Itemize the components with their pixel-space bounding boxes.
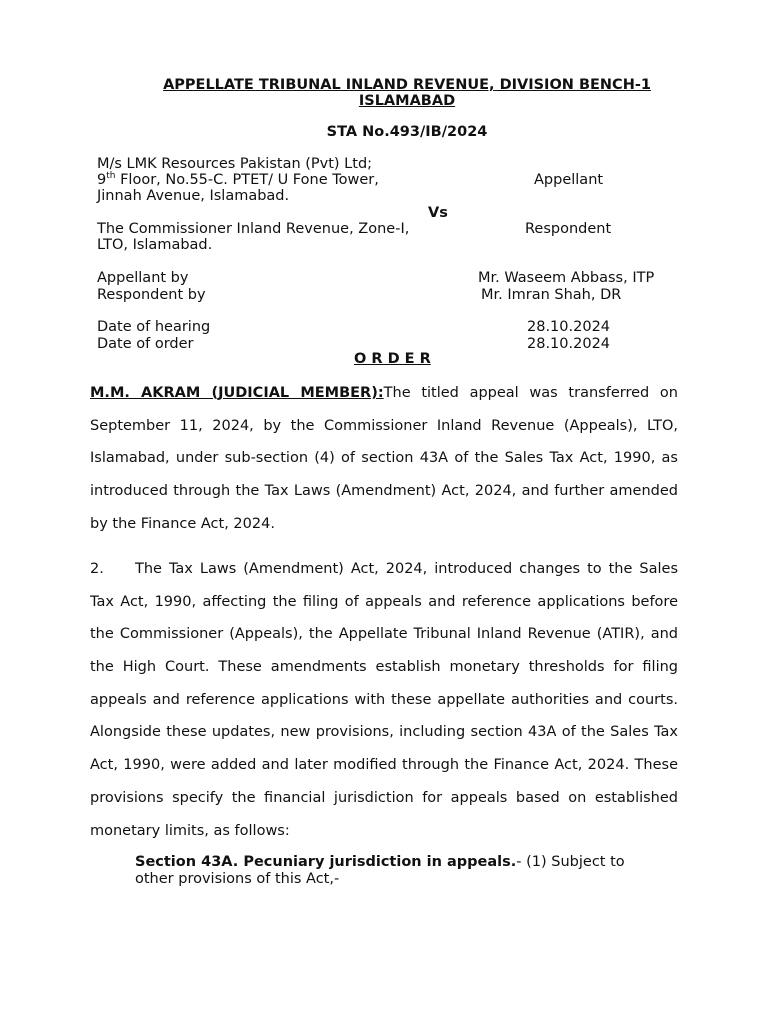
versus-label: Vs [428, 205, 448, 221]
paragraph-2-line: provisions specify the financial jurisdiction for appeals based on established [90, 789, 678, 806]
paragraph-number: 2. [90, 561, 104, 577]
paragraph-2-line: 2. The Tax Laws (Amendment) Act, 2024, introduced changes to the Sales [90, 553, 678, 586]
case-number: STA No.493/IB/2024 [326, 124, 488, 140]
paragraph-2-line: the Commissioner (Appeals), the Appellate Tribunal Inland Revenue (ATIR), and [90, 626, 678, 643]
respondent-by-label: Respondent by [97, 287, 206, 303]
paragraph-2 [90, 553, 678, 847]
paragraph-1-line: Islamabad, under sub-section (4) of section 43A of the Sales Tax Act, 1990, as [90, 450, 678, 467]
paragraph-2-line: the High Court. These amendments establish monetary thresholds for filing [90, 659, 678, 676]
paragraph-1-line: M.M. AKRAM (JUDICIAL MEMBER):The titled appeal was transferred on [90, 385, 678, 401]
appellant-name: M/s LMK Resources Pakistan (Pvt) Ltd; [97, 156, 373, 172]
paragraph-1-line: introduced through the Tax Laws (Amendment) Act, 2024, and further amended [90, 483, 678, 500]
quoted-section-line2: other provisions of this Act,- [135, 871, 340, 887]
date-of-order-label: Date of order [97, 336, 194, 352]
appellant-by-value: Mr. Waseem Abbass, ITP [478, 270, 655, 286]
tribunal-title-line2: ISLAMABAD [358, 93, 456, 109]
paragraph-1 [90, 377, 678, 540]
respondent-name: The Commissioner Inland Revenue, Zone-I, [97, 221, 410, 237]
order-heading: O R D E R [354, 351, 431, 367]
date-of-hearing-value: 28.10.2024 [527, 319, 611, 335]
quoted-section [135, 854, 675, 888]
quoted-section-line1: Section 43A. Pecuniary jurisdiction in appeals.- (1) Subject to [135, 854, 625, 870]
section-heading: Section 43A. Pecuniary jurisdiction in appeals. [135, 854, 517, 870]
paragraph-2-line: monetary limits, as follows: [90, 822, 290, 839]
paragraph-2-line: Alongside these updates, new provisions, including section 43A of the Sales Tax [90, 724, 678, 741]
paragraph-2-line: appeals and reference applications with these appellate authorities and courts. [90, 691, 678, 708]
member-name: M.M. AKRAM (JUDICIAL MEMBER): [90, 385, 384, 401]
date-of-hearing-label: Date of hearing [97, 319, 211, 335]
appellant-address-line2: Jinnah Avenue, Islamabad. [97, 188, 290, 204]
paragraph-2-line: Tax Act, 1990, affecting the filing of appeals and reference applications before [90, 593, 678, 610]
respondent-by-value: Mr. Imran Shah, DR [481, 287, 622, 303]
appellant-by-label: Appellant by [97, 270, 189, 286]
tribunal-title-line1: APPELLATE TRIBUNAL INLAND REVENUE, DIVISION BENCH-1 [163, 77, 651, 93]
paragraph-1-line: September 11, 2024, by the Commissioner Inland Revenue (Appeals), LTO, [90, 417, 678, 434]
appellant-role: Appellant [534, 172, 604, 188]
date-of-order-value: 28.10.2024 [527, 336, 611, 352]
respondent-address: LTO, Islamabad. [97, 237, 213, 253]
respondent-role: Respondent [525, 221, 612, 237]
appellant-address-line1: 9th Floor, No.55-C. PTET/ U Fone Tower, [97, 171, 379, 188]
paragraph-2-line: Act, 1990, were added and later modified through the Finance Act, 2024. These [90, 757, 678, 774]
paragraph-1-line: by the Finance Act, 2024. [90, 515, 275, 532]
